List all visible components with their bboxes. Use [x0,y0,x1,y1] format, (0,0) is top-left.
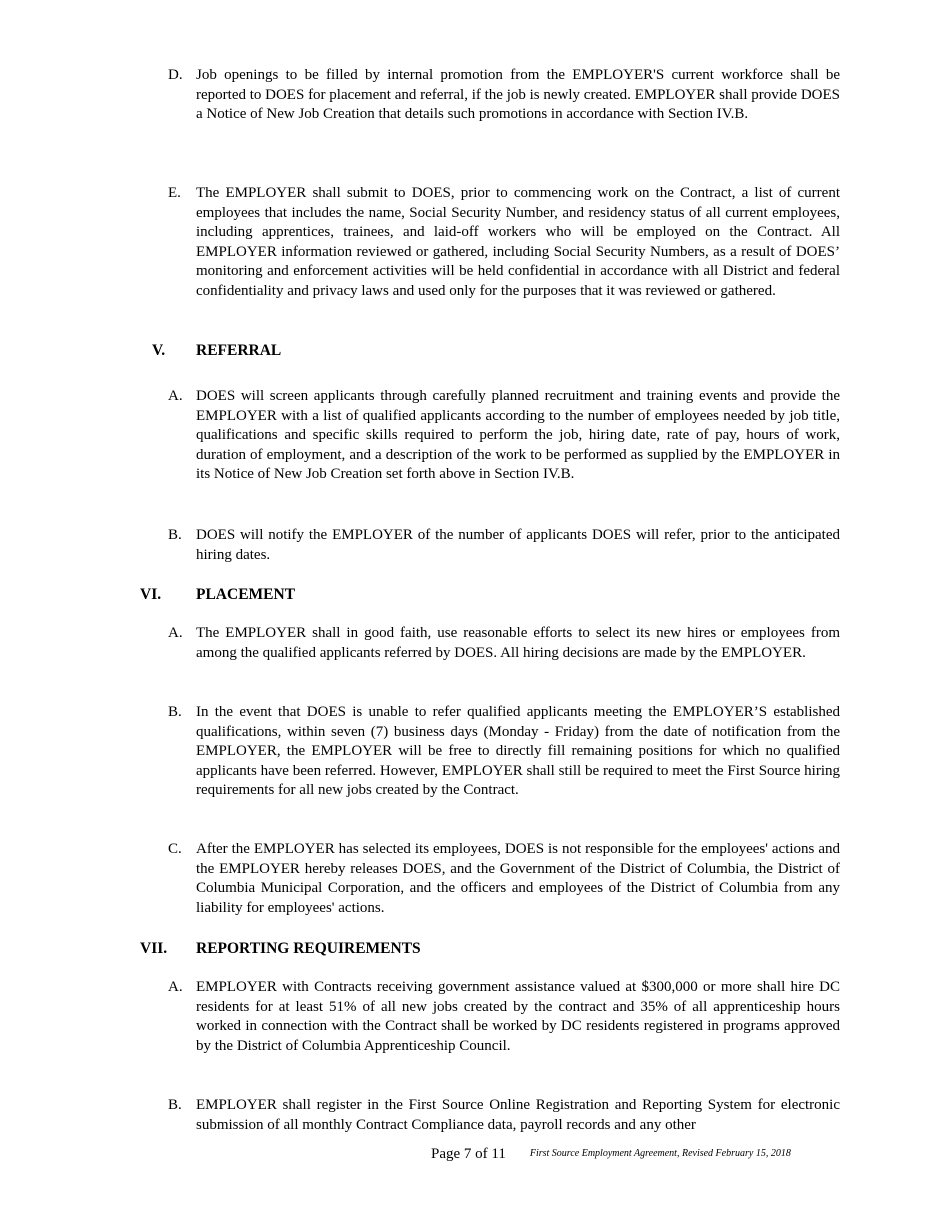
item-letter: A. [168,979,183,995]
item-text: DOES will notify the EMPLOYER of the number of applicants DOES will refer, prior to the anticipated hiring dates. [196,527,840,563]
section-title: REFERRAL [196,342,282,359]
item-letter: D. [168,67,183,83]
section-v-item-a [168,387,840,485]
item-letter: E. [168,185,181,201]
item-text: The EMPLOYER shall submit to DOES, prior to commencing work on the Contract, a list of current employees that includes the name, Social Security Number, and residency status of all current employees, including apprentices, trainees, and laid-off workers who will be employed on the Contract. All EMPLOYER information reviewed or gathered, including Social Security Numbers, as a result of DOES’ monitoring and enforcement activities will be held confidential in accordance with all District and federal confidentiality and privacy laws and used only for the purposes that it was reviewed or gathered. [196,185,840,299]
document-revision: First Source Employment Agreement, Revised February 15, 2018 [529,1148,791,1159]
item-text: EMPLOYER shall register in the First Source Online Registration and Reporting System for electronic submission of all monthly Contract Compliance data, payroll records and any other [196,1097,840,1133]
section-vii-item-b [168,1096,840,1135]
item-text: Job openings to be filled by internal promotion from the EMPLOYER'S current workforce shall be reported to DOES for placement and referral, if the job is newly created. EMPLOYER shall provide DOES a Notice of New Job Creation that details such promotions in accordance with Section IV.B. [196,67,840,123]
section-v-item-b [168,526,840,565]
item-letter: B. [168,704,182,720]
section-iv-item-e [168,184,840,302]
item-letter: C. [168,841,182,857]
section-iv-item-d [168,66,840,125]
item-text: DOES will screen applicants through carefully planned recruitment and training events and provide the EMPLOYER with a list of qualified applicants according to the number of employees needed by job title, qualifications and specific skills required to perform the job, hiring date, rate of pay, hours of work, duration of employment, and a description of the work to be performed as supplied by the EMPLOYER in its Notice of New Job Creation set forth above in Section IV.B. [196,388,840,483]
page-number: Page 7 of 11 [431,1146,506,1162]
section-vii-item-a [168,978,840,1056]
item-letter: A. [168,388,183,404]
section-number: VI. [140,586,162,603]
section-vi-item-b [168,703,840,801]
item-letter: B. [168,527,182,543]
item-letter: A. [168,625,183,641]
item-text: EMPLOYER with Contracts receiving government assistance valued at $300,000 or more shall hire DC residents for at least 51% of all new jobs created by the contract and 35% of all apprenticeship hours worked in connection with the Contract shall be worked by DC residents registered in programs approved by the District of Columbia Apprenticeship Council. [196,979,840,1054]
section-title: REPORTING REQUIREMENTS [196,940,421,957]
item-text: The EMPLOYER shall in good faith, use reasonable efforts to select its new hires or employees from among the qualified applicants referred by DOES. All hiring decisions are made by the EMPLOYER. [196,625,840,661]
page-footer [431,1145,791,1163]
item-letter: B. [168,1097,182,1113]
section-number: V. [152,342,166,359]
item-text: In the event that DOES is unable to refer qualified applicants meeting the EMPLOYER’S established qualifications, within seven (7) business days (Monday - Friday) from the date of notification from the EMPLOYER, the EMPLOYER will be free to directly fill remaining positions for which no qualified applicants have been referred. However, EMPLOYER shall still be required to meet the First Source hiring requirements for all new jobs created by the Contract. [196,704,840,799]
section-number: VII. [140,940,168,957]
section-vi-item-c [168,840,840,918]
section-vi-item-a [168,624,840,663]
section-title: PLACEMENT [196,586,296,603]
item-text: After the EMPLOYER has selected its employees, DOES is not responsible for the employees' actions and the EMPLOYER hereby releases DOES, and the Government of the District of Columbia, the District of Columbia Municipal Corporation, and the officers and employees of the District of Columbia from any liability for employees' actions. [196,841,840,916]
